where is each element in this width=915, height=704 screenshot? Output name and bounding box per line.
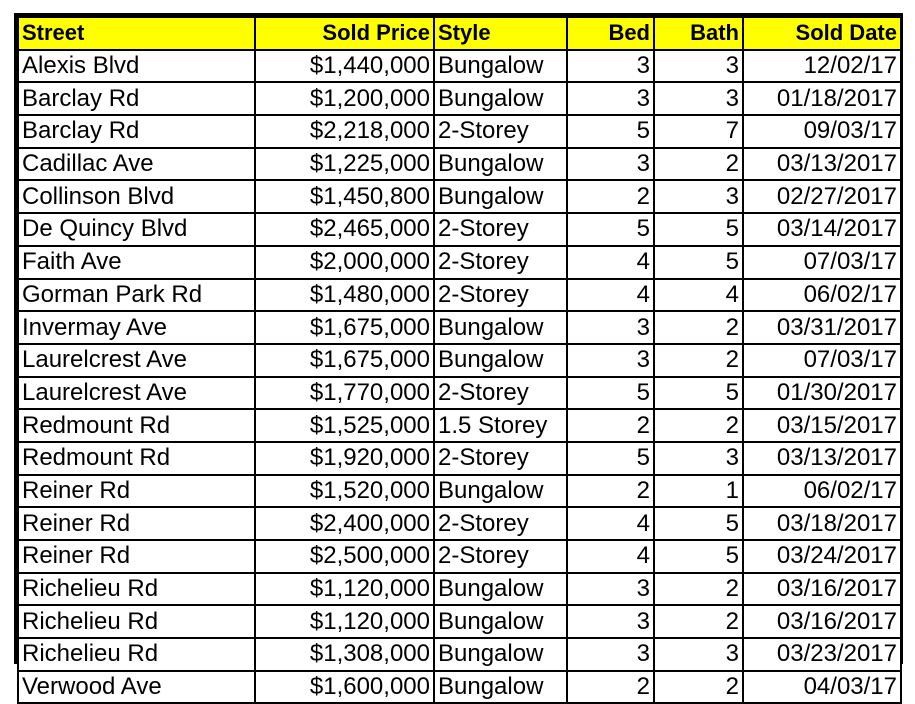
sold-date-cell[interactable]: 01/18/2017 (743, 82, 901, 115)
sold-date-cell[interactable]: 03/14/2017 (743, 213, 901, 246)
street-cell[interactable]: Cadillac Ave (18, 148, 255, 181)
sold-homes-table (17, 16, 902, 704)
style-cell[interactable]: Bungalow (434, 344, 567, 377)
sold-date-cell[interactable]: 04/03/17 (743, 671, 901, 704)
sold-date-cell[interactable]: 06/02/17 (743, 279, 901, 312)
table-row (18, 213, 901, 246)
bed-cell[interactable]: 5 (567, 442, 654, 475)
sold-price-cell[interactable]: $1,675,000 (255, 311, 434, 344)
bath-cell[interactable]: 5 (654, 507, 743, 540)
street-cell[interactable]: De Quincy Blvd (18, 213, 255, 246)
bath-cell[interactable]: 2 (654, 573, 743, 606)
bed-cell[interactable]: 3 (567, 311, 654, 344)
bed-cell[interactable]: 3 (567, 148, 654, 181)
street-cell[interactable]: Laurelcrest Ave (18, 344, 255, 377)
bath-cell[interactable]: 1 (654, 475, 743, 508)
street-cell[interactable]: Faith Ave (18, 246, 255, 279)
sold-price-cell[interactable]: $1,440,000 (255, 50, 434, 83)
bath-cell[interactable]: 2 (654, 344, 743, 377)
bath-cell[interactable]: 2 (654, 409, 743, 442)
sold-price-cell[interactable]: $1,450,800 (255, 180, 434, 213)
style-cell[interactable]: Bungalow (434, 475, 567, 508)
bath-cell[interactable]: 3 (654, 638, 743, 671)
sold-price-cell[interactable]: $1,308,000 (255, 638, 434, 671)
table-row (18, 573, 901, 606)
sold-price-cell[interactable]: $1,225,000 (255, 148, 434, 181)
style-cell[interactable]: 2-Storey (434, 377, 567, 410)
sold-date-cell[interactable]: 07/03/17 (743, 344, 901, 377)
bath-cell[interactable]: 5 (654, 377, 743, 410)
sold-price-cell[interactable]: $1,770,000 (255, 377, 434, 410)
sold-date-cell[interactable]: 03/15/2017 (743, 409, 901, 442)
table-row (18, 605, 901, 638)
bath-cell[interactable]: 4 (654, 279, 743, 312)
sold-price-cell[interactable]: $1,920,000 (255, 442, 434, 475)
header-sold-date[interactable]: Sold Date (743, 17, 901, 50)
street-cell[interactable]: Richelieu Rd (18, 605, 255, 638)
table-row (18, 638, 901, 671)
bed-cell[interactable]: 2 (567, 180, 654, 213)
style-cell[interactable]: Bungalow (434, 605, 567, 638)
header-bed[interactable]: Bed (567, 17, 654, 50)
sold-date-cell[interactable]: 03/13/2017 (743, 442, 901, 475)
table-row (18, 344, 901, 377)
style-cell[interactable]: 2-Storey (434, 246, 567, 279)
sold-price-cell[interactable]: $1,480,000 (255, 279, 434, 312)
bath-cell[interactable]: 3 (654, 50, 743, 83)
street-cell[interactable]: Barclay Rd (18, 82, 255, 115)
table-row (18, 279, 901, 312)
table-row (18, 246, 901, 279)
table-row (18, 82, 901, 115)
style-cell[interactable]: Bungalow (434, 573, 567, 606)
bed-cell[interactable]: 3 (567, 638, 654, 671)
sold-date-cell[interactable]: 03/13/2017 (743, 148, 901, 181)
sold-price-cell[interactable]: $1,520,000 (255, 475, 434, 508)
bed-cell[interactable]: 3 (567, 573, 654, 606)
bath-cell[interactable]: 5 (654, 213, 743, 246)
table-row (18, 148, 901, 181)
table-row (18, 409, 901, 442)
style-cell[interactable]: Bungalow (434, 671, 567, 704)
street-cell[interactable]: Laurelcrest Ave (18, 377, 255, 410)
style-cell[interactable]: 2-Storey (434, 442, 567, 475)
sold-price-cell[interactable]: $1,525,000 (255, 409, 434, 442)
style-cell[interactable]: 2-Storey (434, 540, 567, 573)
table-row (18, 50, 901, 83)
bath-cell[interactable]: 2 (654, 148, 743, 181)
street-cell[interactable]: Alexis Blvd (18, 50, 255, 83)
sold-date-cell[interactable]: 06/02/17 (743, 475, 901, 508)
sold-price-cell[interactable]: $1,200,000 (255, 82, 434, 115)
sold-date-cell[interactable]: 07/03/17 (743, 246, 901, 279)
table-row (18, 475, 901, 508)
bed-cell[interactable]: 4 (567, 279, 654, 312)
style-cell[interactable]: Bungalow (434, 638, 567, 671)
style-cell[interactable]: 2-Storey (434, 279, 567, 312)
street-cell[interactable]: Redmount Rd (18, 409, 255, 442)
street-cell[interactable]: Barclay Rd (18, 115, 255, 148)
sold-price-cell[interactable]: $1,120,000 (255, 573, 434, 606)
bath-cell[interactable]: 5 (654, 246, 743, 279)
street-cell[interactable]: Verwood Ave (18, 671, 255, 704)
street-cell[interactable]: Richelieu Rd (18, 638, 255, 671)
bed-cell[interactable]: 3 (567, 344, 654, 377)
sold-price-cell[interactable]: $1,600,000 (255, 671, 434, 704)
bath-cell[interactable]: 5 (654, 540, 743, 573)
style-cell[interactable]: Bungalow (434, 82, 567, 115)
street-cell[interactable]: Redmount Rd (18, 442, 255, 475)
bath-cell[interactable]: 2 (654, 311, 743, 344)
sold-date-cell[interactable]: 03/16/2017 (743, 605, 901, 638)
sold-date-cell[interactable]: 03/31/2017 (743, 311, 901, 344)
table-row (18, 540, 901, 573)
table-row (18, 377, 901, 410)
street-cell[interactable]: Invermay Ave (18, 311, 255, 344)
sold-date-cell[interactable]: 03/18/2017 (743, 507, 901, 540)
header-row (18, 17, 901, 50)
header-bath[interactable]: Bath (654, 17, 743, 50)
sold-price-cell[interactable]: $2,500,000 (255, 540, 434, 573)
header-sold-price[interactable]: Sold Price (255, 17, 434, 50)
sold-date-cell[interactable]: 12/02/17 (743, 50, 901, 83)
sold-date-cell[interactable]: 03/16/2017 (743, 573, 901, 606)
bed-cell[interactable]: 4 (567, 507, 654, 540)
sold-date-cell[interactable]: 02/27/2017 (743, 180, 901, 213)
style-cell[interactable]: 2-Storey (434, 213, 567, 246)
bath-cell[interactable]: 3 (654, 82, 743, 115)
style-cell[interactable]: Bungalow (434, 180, 567, 213)
table-row (18, 507, 901, 540)
style-cell[interactable]: 1.5 Storey (434, 409, 567, 442)
table-row (18, 180, 901, 213)
bed-cell[interactable]: 3 (567, 82, 654, 115)
sold-price-cell[interactable]: $2,400,000 (255, 507, 434, 540)
style-cell[interactable]: 2-Storey (434, 507, 567, 540)
table-row (18, 311, 901, 344)
style-cell[interactable]: Bungalow (434, 50, 567, 83)
bath-cell[interactable]: 2 (654, 671, 743, 704)
bed-cell[interactable]: 3 (567, 50, 654, 83)
bed-cell[interactable]: 4 (567, 246, 654, 279)
sold-date-cell[interactable]: 03/23/2017 (743, 638, 901, 671)
table-row (18, 671, 901, 704)
street-cell[interactable]: Reiner Rd (18, 540, 255, 573)
street-cell[interactable]: Collinson Blvd (18, 180, 255, 213)
style-cell[interactable]: Bungalow (434, 311, 567, 344)
header-street[interactable]: Street (18, 17, 255, 50)
sold-date-cell[interactable]: 09/03/17 (743, 115, 901, 148)
bed-cell[interactable]: 2 (567, 475, 654, 508)
table-row (18, 115, 901, 148)
bed-cell[interactable]: 4 (567, 540, 654, 573)
bed-cell[interactable]: 5 (567, 115, 654, 148)
style-cell[interactable]: Bungalow (434, 148, 567, 181)
bed-cell[interactable]: 5 (567, 377, 654, 410)
sold-price-cell[interactable]: $2,218,000 (255, 115, 434, 148)
table-row (18, 442, 901, 475)
bed-cell[interactable]: 2 (567, 671, 654, 704)
street-cell[interactable]: Richelieu Rd (18, 573, 255, 606)
bath-cell[interactable]: 3 (654, 442, 743, 475)
bed-cell[interactable]: 2 (567, 409, 654, 442)
header-style[interactable]: Style (434, 17, 567, 50)
bath-cell[interactable]: 7 (654, 115, 743, 148)
street-cell[interactable]: Reiner Rd (18, 507, 255, 540)
sold-price-cell[interactable]: $1,675,000 (255, 344, 434, 377)
bed-cell[interactable]: 3 (567, 605, 654, 638)
bed-cell[interactable]: 5 (567, 213, 654, 246)
sold-price-cell[interactable]: $1,120,000 (255, 605, 434, 638)
bath-cell[interactable]: 2 (654, 605, 743, 638)
sold-price-cell[interactable]: $2,465,000 (255, 213, 434, 246)
street-cell[interactable]: Reiner Rd (18, 475, 255, 508)
sold-homes-sheet (14, 13, 903, 701)
sold-price-cell[interactable]: $2,000,000 (255, 246, 434, 279)
sold-date-cell[interactable]: 01/30/2017 (743, 377, 901, 410)
bath-cell[interactable]: 3 (654, 180, 743, 213)
style-cell[interactable]: 2-Storey (434, 115, 567, 148)
sold-date-cell[interactable]: 03/24/2017 (743, 540, 901, 573)
street-cell[interactable]: Gorman Park Rd (18, 279, 255, 312)
table-body (18, 50, 901, 704)
